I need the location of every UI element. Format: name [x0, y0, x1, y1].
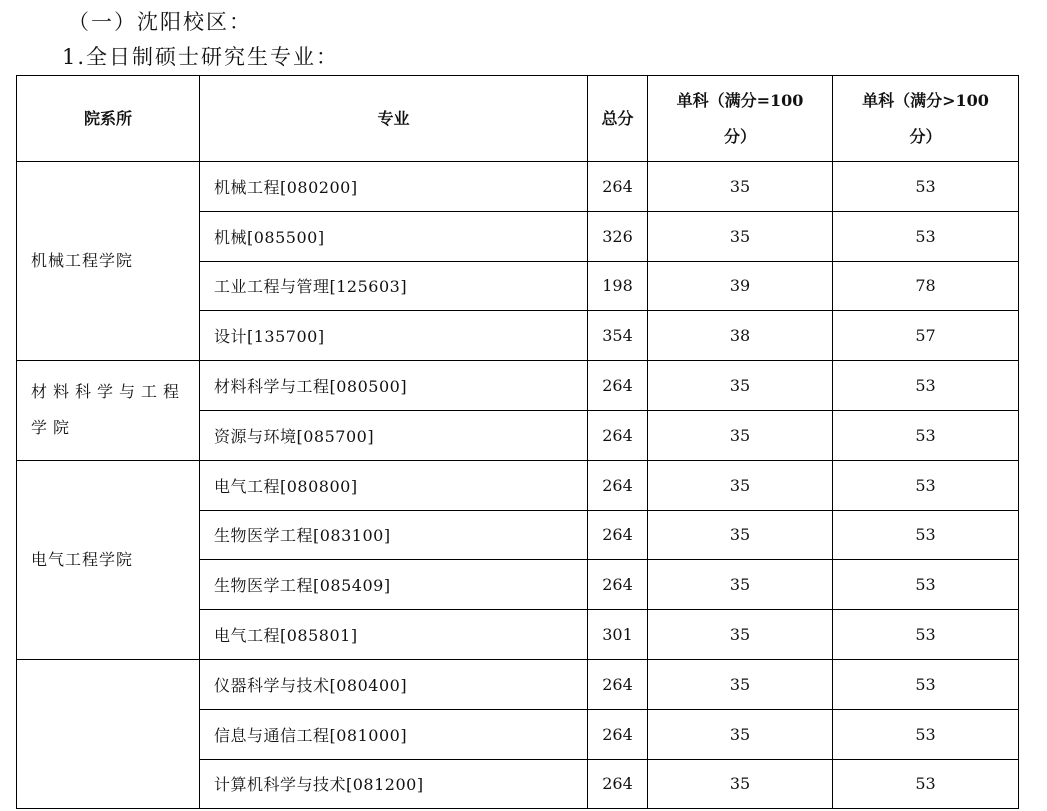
major-cell: 材料科学与工程[080500] — [200, 361, 588, 411]
total-score-cell: 198 — [588, 261, 648, 311]
single-100-cell: 35 — [648, 659, 833, 709]
single-over-100-cell: 53 — [833, 410, 1019, 460]
major-cell: 机械工程[080200] — [200, 162, 588, 212]
single-over-100-cell: 53 — [833, 709, 1019, 759]
single-over-100-cell: 53 — [833, 610, 1019, 660]
major-cell: 电气工程[080800] — [200, 460, 588, 510]
major-cell: 资源与环境[085700] — [200, 410, 588, 460]
single-over-100-cell: 53 — [833, 460, 1019, 510]
total-score-cell: 264 — [588, 410, 648, 460]
single-100-cell: 35 — [648, 211, 833, 261]
single-100-cell: 35 — [648, 410, 833, 460]
major-cell: 设计[135700] — [200, 311, 588, 361]
single-over-100-cell: 53 — [833, 211, 1019, 261]
major-cell: 仪器科学与技术[080400] — [200, 659, 588, 709]
campus-heading: （一）沈阳校区： — [68, 10, 252, 34]
table-row — [17, 659, 1019, 709]
dept-cell: 电气工程学院 — [17, 460, 200, 659]
table-row — [17, 460, 1019, 510]
major-cell: 电气工程[085801] — [200, 610, 588, 660]
table-header-row — [17, 76, 1019, 162]
single-over-100-cell: 57 — [833, 311, 1019, 361]
single-over-100-cell: 53 — [833, 560, 1019, 610]
single-100-cell: 35 — [648, 162, 833, 212]
single-100-cell: 35 — [648, 510, 833, 560]
single-over-100-cell: 78 — [833, 261, 1019, 311]
major-cell: 生物医学工程[083100] — [200, 510, 588, 560]
score-table — [16, 75, 1019, 809]
single-100-cell: 35 — [648, 759, 833, 809]
single-over-100-cell: 53 — [833, 659, 1019, 709]
total-score-cell: 264 — [588, 709, 648, 759]
single-100-cell: 35 — [648, 361, 833, 411]
total-score-cell: 301 — [588, 610, 648, 660]
total-score-cell: 354 — [588, 311, 648, 361]
major-cell: 信息与通信工程[081000] — [200, 709, 588, 759]
single-100-cell: 35 — [648, 560, 833, 610]
single-over-100-cell: 53 — [833, 361, 1019, 411]
program-heading: 1.全日制硕士研究生专业： — [62, 45, 340, 69]
single-over-100-cell: 53 — [833, 510, 1019, 560]
single-100-cell: 35 — [648, 610, 833, 660]
header-single-over-100: 单科（满分>100分） — [833, 76, 1019, 162]
single-100-cell: 35 — [648, 709, 833, 759]
single-100-cell: 39 — [648, 261, 833, 311]
dept-cell: 材料科学与工程学院 — [17, 361, 200, 461]
header-total: 总分 — [588, 76, 648, 162]
header-major: 专业 — [200, 76, 588, 162]
single-100-cell: 38 — [648, 311, 833, 361]
total-score-cell: 264 — [588, 659, 648, 709]
dept-cell: 机械工程学院 — [17, 162, 200, 361]
total-score-cell: 264 — [588, 510, 648, 560]
table-row — [17, 162, 1019, 212]
major-cell: 生物医学工程[085409] — [200, 560, 588, 610]
total-score-cell: 264 — [588, 460, 648, 510]
total-score-cell: 264 — [588, 162, 648, 212]
header-single-100: 单科（满分=100分） — [648, 76, 833, 162]
major-cell: 工业工程与管理[125603] — [200, 261, 588, 311]
dept-cell — [17, 659, 200, 808]
total-score-cell: 264 — [588, 361, 648, 411]
header-dept: 院系所 — [17, 76, 200, 162]
table-row — [17, 361, 1019, 411]
single-over-100-cell: 53 — [833, 162, 1019, 212]
single-100-cell: 35 — [648, 460, 833, 510]
total-score-cell: 326 — [588, 211, 648, 261]
single-over-100-cell: 53 — [833, 759, 1019, 809]
major-cell: 计算机科学与技术[081200] — [200, 759, 588, 809]
major-cell: 机械[085500] — [200, 211, 588, 261]
total-score-cell: 264 — [588, 560, 648, 610]
total-score-cell: 264 — [588, 759, 648, 809]
